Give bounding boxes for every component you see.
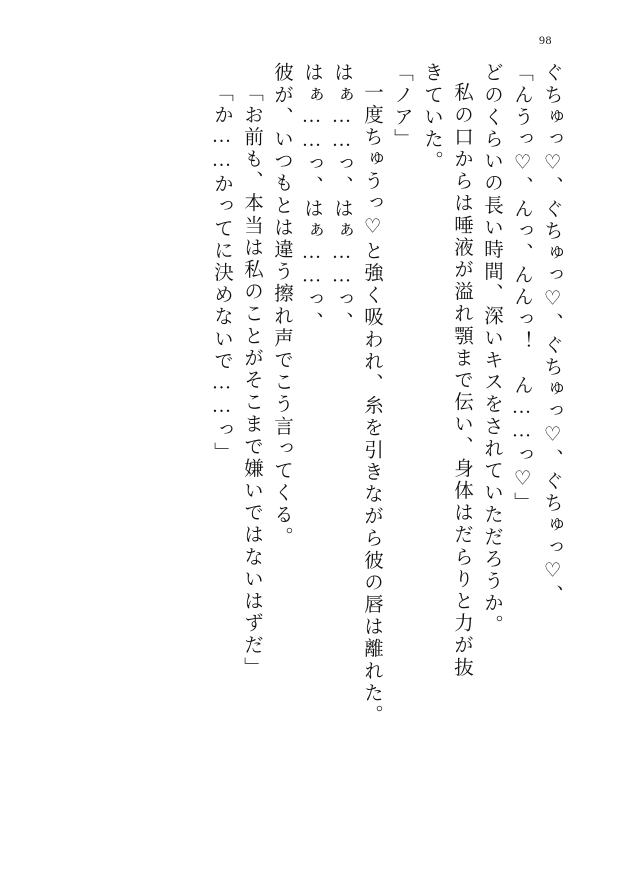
- text-line: 一度ちゅうっ♡と強く吸われ、糸を引きながら彼の唇は離れた。: [361, 82, 382, 727]
- text-line: 「んうっ♡、んっ、んんっ！ ん……っ♡」: [511, 62, 532, 514]
- text-line: はぁ……っ、はぁ……っ、: [301, 62, 322, 334]
- text-line: 彼が、いつもとは違う擦れ声でこう言ってくる。: [271, 62, 292, 549]
- text-line: ぐちゅっ♡、ぐちゅっ♡、ぐちゅっ♡、ぐちゅっ♡、: [541, 62, 562, 607]
- text-line: 「ノア」: [391, 62, 412, 151]
- text-line: 「お前も、本当は私のことがそこまで嫌いではないはずだ」: [241, 82, 262, 679]
- text-line: 私の口からは唾液が溢れ顎まで伝い、身体はだらりと力が抜: [451, 82, 472, 679]
- vertical-text-block: [62, 62, 561, 827]
- text-line: はぁ……っ、はぁ……っ、: [331, 62, 352, 334]
- text-line: どのくらいの長い時間、深いキスをされていただろうか。: [481, 62, 502, 637]
- text-line: きていた。: [421, 62, 442, 173]
- text-line: 「か……かってに決めないで……っ」: [211, 82, 232, 464]
- page-number: 98: [539, 33, 552, 47]
